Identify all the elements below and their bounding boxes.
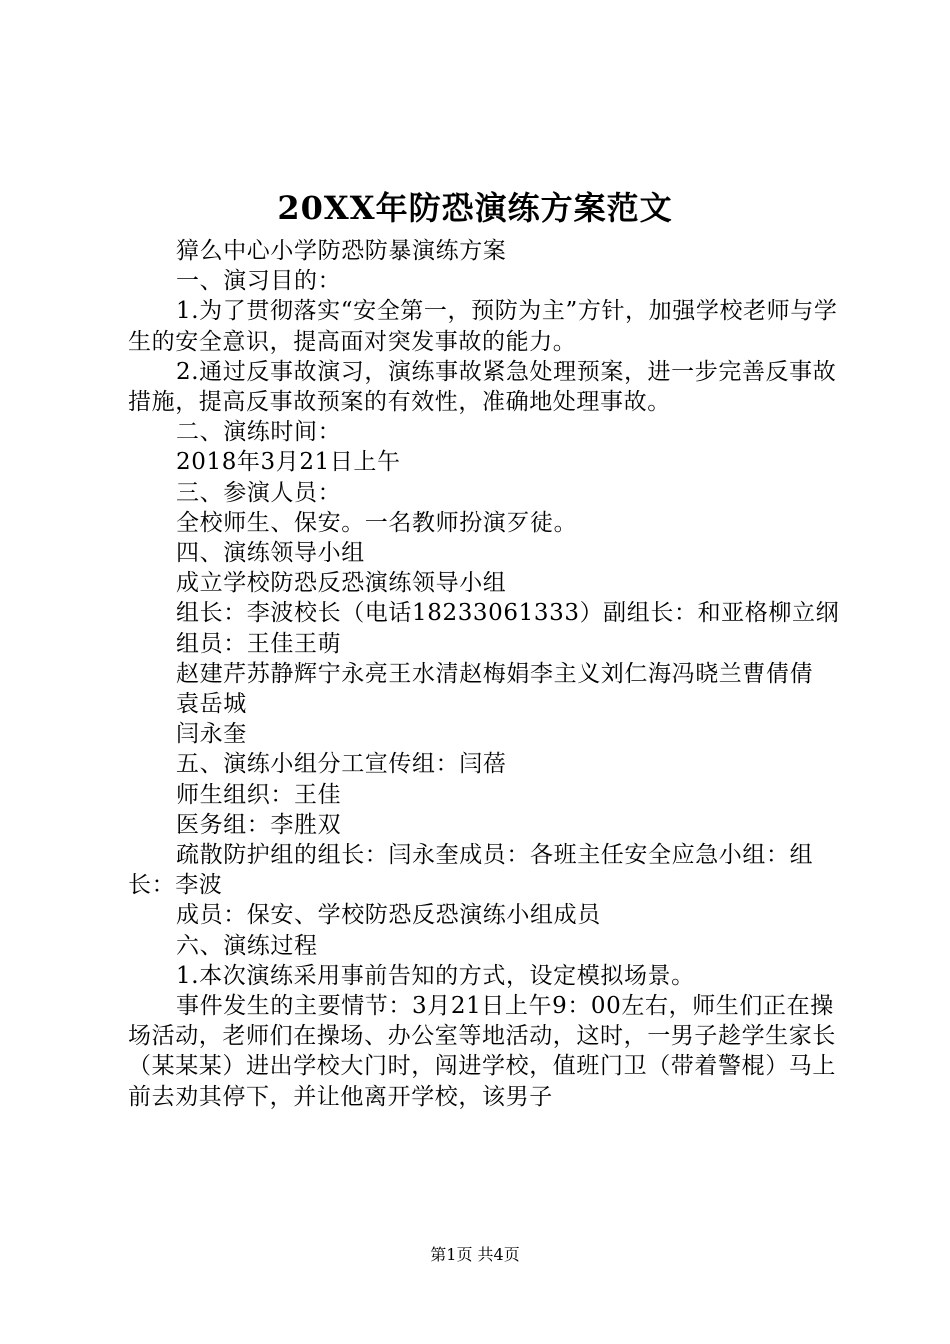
paragraph: 医务组：李胜双 — [176, 811, 342, 838]
section-heading: 三、参演人员： — [176, 479, 342, 506]
paragraph: 1.本次演练采用事前告知的方式，设定模拟场景。 — [176, 962, 695, 989]
paragraph: 成员：保安、学校防恐反恐演练小组成员 — [176, 902, 601, 929]
paragraph: 疏散防护组的组长：闫永奎成员：各班主任安全应急小组：组长：李波 — [128, 842, 814, 899]
document-title: 20XX年防恐演练方案范文 — [277, 189, 673, 227]
section-heading: 一、演习目的： — [176, 268, 342, 295]
paragraph: 赵建芹苏静辉宁永亮王水清赵梅娟李主义刘仁海冯晓兰曹倩倩 — [176, 660, 814, 687]
paragraph: 组员：王佳王萌 — [176, 630, 342, 657]
paragraph: 师生组织：王佳 — [176, 781, 342, 808]
document-body — [128, 236, 843, 1112]
page-number: 第1页 共4页 — [430, 1245, 520, 1264]
section-heading: 五、演练小组分工宣传组：闫蓓 — [176, 751, 507, 778]
paragraph: 2.通过反事故演习，演练事故紧急处理预案，进一步完善反事故措施，提高反事故预案的有效性，准确地处理事故。 — [128, 358, 837, 416]
section-heading: 二、演练时间： — [176, 419, 342, 446]
paragraph: 1.为了贯彻落实“安全第一，预防为主”方针，加强学校老师与学生的安全意识，提高面对突发事故的能力。 — [128, 298, 838, 355]
paragraph: 组长：李波校长（电话18233061333）副组长：和亚格柳立纲 — [176, 600, 840, 627]
section-heading: 四、演练领导小组 — [176, 540, 365, 567]
section-heading: 六、演练过程 — [176, 932, 318, 959]
paragraph: 袁岳城 — [176, 691, 247, 718]
paragraph: 闫永奎 — [176, 721, 247, 748]
paragraph: 獐么中心小学防恐防暴演练方案 — [176, 238, 507, 264]
paragraph: 成立学校防恐反恐演练领导小组 — [176, 570, 507, 597]
paragraph: 2018年3月21日上午 — [176, 449, 401, 476]
paragraph: 全校师生、保安。一名教师扮演歹徒。 — [176, 509, 578, 536]
paragraph: 事件发生的主要情节：3月21日上午9：00左右，师生们正在操场活动，老师们在操场、办公室等地活动，这时，一男子趁学生家长（某某某）进出学校大门时，闯进学校，值班门卫（带着警棍）马上前去劝其停下，并让他离开学校，该男子 — [128, 993, 836, 1110]
